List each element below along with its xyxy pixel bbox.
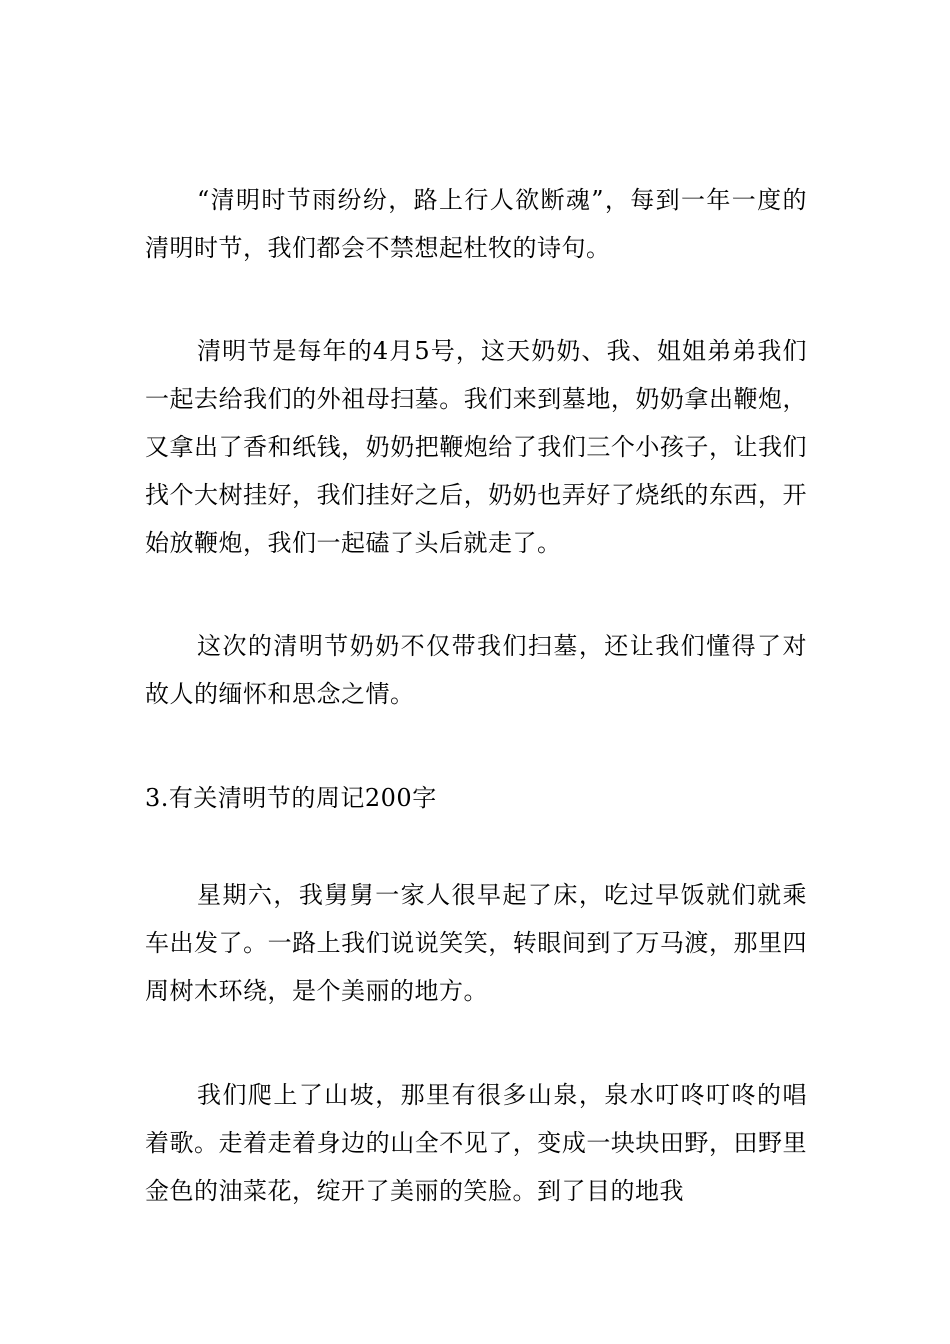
paragraph-reflection: 这次的清明节奶奶不仅带我们扫墓，还让我们懂得了对故人的缅怀和思念之情。 — [145, 632, 807, 708]
paragraph-saturday-trip: 星期六，我舅舅一家人很早起了床，吃过早饭就们就乘车出发了。一路上我们说说笑笑，转眼间到了万马渡，那里四周树木环绕，是个美丽的地方。 — [145, 881, 807, 1005]
section-heading: 3.有关清明节的周记200字 — [145, 784, 437, 812]
paragraph-poem-intro: “清明时节雨纷纷，路上行人欲断魂”，每到一年一度的清明时节，我们都会不禁想起杜牧的诗句。 — [145, 186, 807, 262]
paragraph-mountain-walk: 我们爬上了山坡，那里有很多山泉，泉水叮咚叮咚的唱着歌。走着走着身边的山全不见了，变成一块块田野，田野里金色的油菜花，绽开了美丽的笑脸。到了目的地我 — [145, 1081, 807, 1205]
paragraph-tomb-sweeping: 清明节是每年的4月5号，这天奶奶、我、姐姐弟弟我们一起去给我们的外祖母扫墓。我们来到墓地，奶奶拿出鞭炮，又拿出了香和纸钱，奶奶把鞭炮给了我们三个小孩子，让我们找个大树挂好，我们挂好之后，奶奶也弄好了烧纸的东西，开始放鞭炮，我们一起磕了头后就走了。 — [145, 337, 807, 557]
